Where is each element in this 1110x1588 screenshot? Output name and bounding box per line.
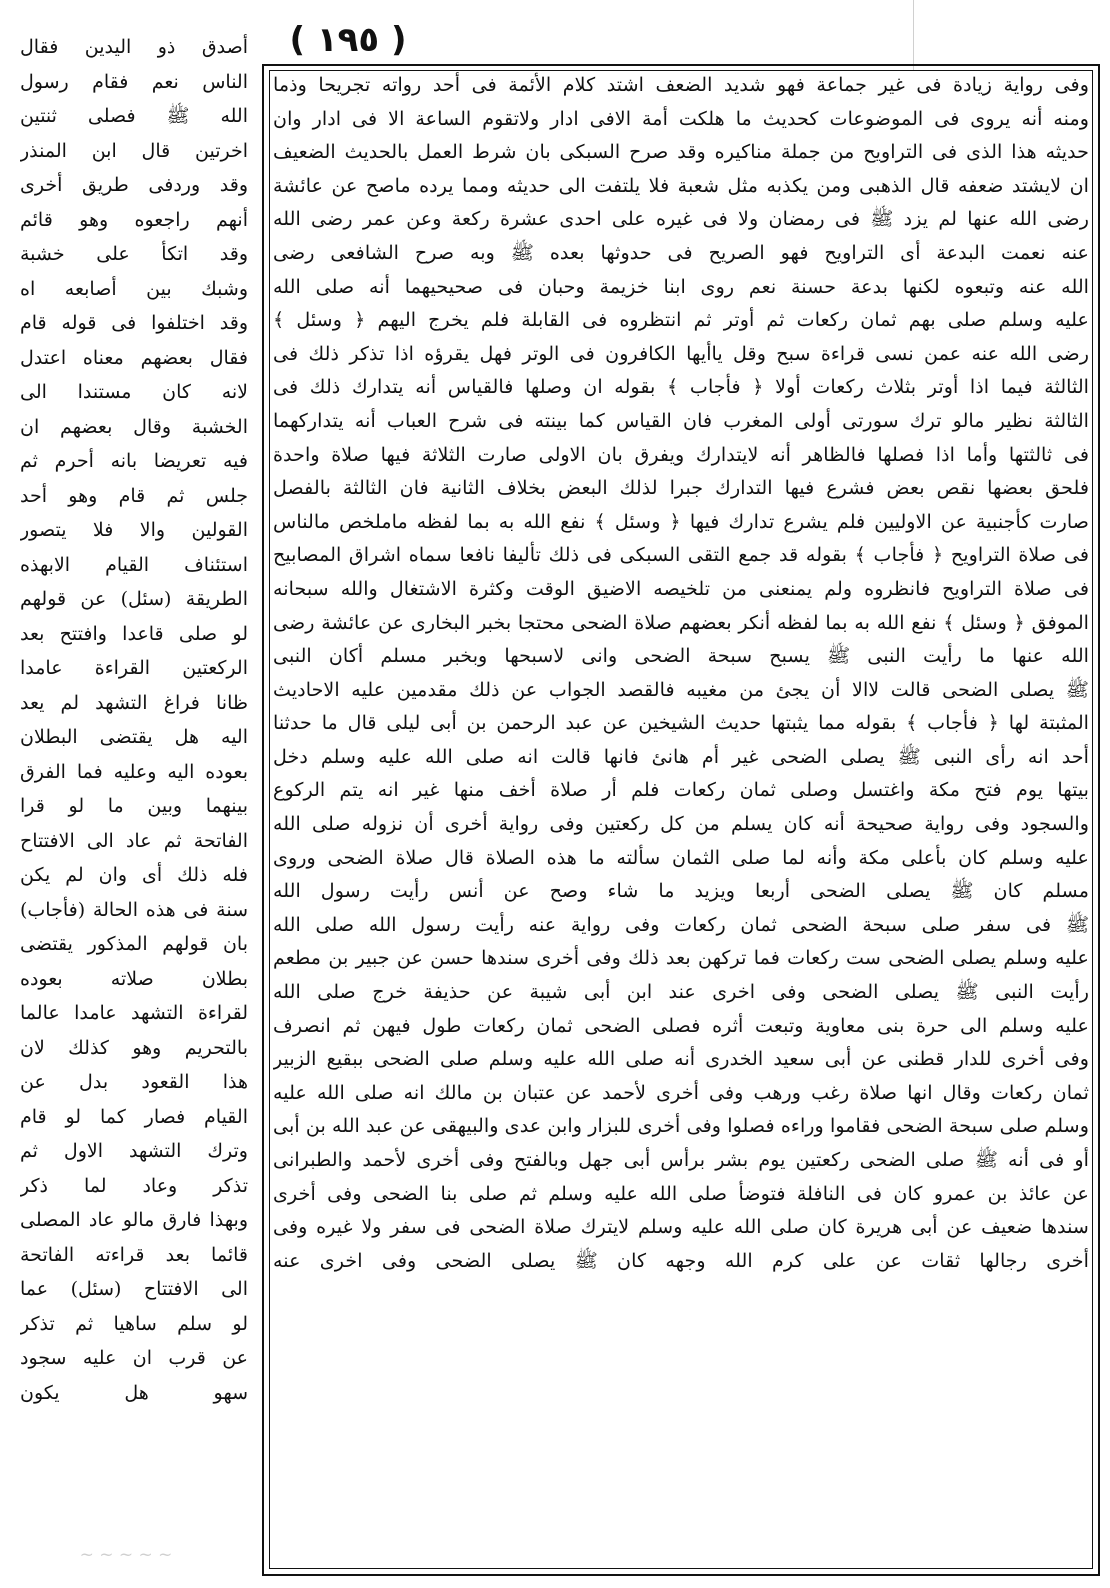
main-text-line: ﷺ يصلى الضحى قالت لاالا أن يجئ من مغيبه فالقصد الجواب عن ذلك مقدمين عليه الاحاديث [273, 677, 1089, 701]
main-text-line: مسلم كان ﷺ يصلى الضحى أربعا ويزيد ما شاء وصح عن أنس رأيت رسول الله [273, 879, 1089, 903]
page-number: ( ١٩٥ ) [289, 20, 407, 60]
main-text-line: رضى الله عنها لم يزد ﷺ فى رمضان ولا فى غيره على احدى عشرة ركعة وعن عمر رضى الله [273, 207, 1089, 231]
main-text-line: والسجود وفى رواية صحيحة أنه كان يسلم من كل ركعتين وفى رواية أخرى أن نزوله صلى الله [273, 812, 1089, 836]
margin-text-line: بينهما وبين ما لو قرا [20, 795, 248, 817]
margin-text-line: اليه هل يقتضى البطلان [20, 726, 248, 748]
margin-text-line: لو صلى قاعدا وافتتح بعد [20, 622, 248, 645]
margin-text-line: القيام فصار كما لو قام [20, 1105, 248, 1128]
margin-text-line: بطلان صلاته بعوده [20, 967, 248, 990]
main-text-line: الموفق ﴿ وسئل ﴾ نفع الله به بما لفظه أنكر بعضهم صلاة الضحى محتجا بخبر البخارى عن عائشة رضى [273, 610, 1089, 634]
margin-text-line: الطريقة (سئل) عن قولهم [20, 588, 248, 610]
margin-text-line: الناس نعم فقام رسول [20, 70, 248, 93]
main-text-line: حديثه هذا الذى فى التراويح من جملة مناكيره وقد صرح السبكى بان شرط العمل بالحديث الضعيف [273, 140, 1089, 164]
margin-commentary-column [20, 30, 248, 1550]
main-text-line: الله عنها ما رأيت النبى ﷺ يسبح سبحة الضحى وانى لاسبحها وبخبر مسلم أكان النبى [273, 644, 1089, 668]
margin-text-line: أنهم راجعوه وهو قائم [20, 208, 248, 231]
margin-text-line: فقال بعضهم معناه اعتدل [20, 346, 248, 369]
margin-text-line: هذا القعود بدل عن [20, 1071, 248, 1093]
margin-text-line: استئناف القيام الابهذه [20, 553, 248, 576]
main-text-line: وفى أخرى للدار قطنى عن أبى سعيد الخدرى أنه صلى الله عليه وسلم صلى الضحى ببقيع الزبير [273, 1047, 1089, 1071]
main-text-line: رأيت النبى ﷺ يصلى الضحى وفى اخرى عند ابن أبى شيبة عن حذيفة خرج صلى الله [273, 980, 1089, 1004]
margin-text-line: لانه كان مستندا الى [20, 381, 248, 403]
margin-text-line: وترك التشهد الاول ثم [20, 1140, 248, 1162]
margin-text-line: وقد وردفى طريق أخرى [20, 174, 248, 196]
main-text-line: أو فى أنه ﷺ صلى الضحى ركعتين يوم بشر برأس أبى جهل وبالفتح وفى أخرى لأحمد والطبرانى [273, 1148, 1089, 1171]
margin-text-line: لو سلم ساهيا ثم تذكر [20, 1312, 248, 1335]
margin-text-line: عن قرب ان عليه سجود [20, 1347, 248, 1369]
main-text-line: ثمان ركعات وقال انها صلاة رغب ورهب وفى أخرى لأحمد عن عتبان بن مالك انه صلى الله عليه [273, 1080, 1089, 1104]
main-text-line: أخرى رجالها ثقات عن على كرم الله وجهه كان ﷺ يصلى الضحى وفى اخرى عنه [273, 1248, 1089, 1272]
margin-text-line: اخرتين قال ابن المنذر [20, 139, 248, 162]
main-text-line: فى صلاة التراويح فانظروه ولم يمنعنى من تلخيصه الاضيق الوقت وكثرة الاشتغال والله سبحانه [273, 576, 1089, 600]
main-text-line: عليه وسلم صلى بهم ثمان ركعات ثم أوتر ثم انتظروه فى القابلة فلم يخرج اليهم ﴿ وسئل ﴾ [273, 308, 1089, 332]
margin-text-line: جلس ثم قام وهو أحد [20, 484, 248, 507]
main-text-line: عنه نعمت البدعة أى التراويح فهو الصريح فى حدوثها بعده ﷺ وبه صرح الشافعى رضى [273, 240, 1089, 264]
main-text-line: وسلم صلى سبحة الضحى فقاموا وراءه فصلوا وفى أخرى للبزار وابن عدى والبيهقى عن عبد الله بن أبى [273, 1114, 1089, 1138]
faded-ink-trace: ~ ~ ~ ~ ~ [79, 1545, 173, 1565]
main-text-line: وفى رواية زيادة فى غير جماعة فهو شديد الضعف اشتد كلام الأئمة فى أحد رواته تجريحا وذما [273, 73, 1089, 96]
margin-text-line: بان قولهم المذكور يقتضى [20, 933, 248, 955]
margin-text-line: فله ذلك أى وان لم يكن [20, 864, 248, 886]
main-text-line: الثالثة نظير مالو ترك سورتى أولى المغرب فان القياس كما بينته فى شرح العباب أنه يتداركهما [273, 408, 1089, 432]
margin-text-line: القولين والا فلا يتصور [20, 519, 248, 541]
main-text-line: عليه وسلم الى حرة بنى معاوية وتبعت أثره فصلى الضحى ثمان ركعات طول فيهن ثم انصرف [273, 1013, 1089, 1037]
main-text-line: عليه وسلم كان بأعلى مكة وأنه لما صلى الثمان سألته ما هذه الصلاة قال صلاة الضحى وروى [273, 845, 1089, 869]
margin-text-line: وقد اتكأ على خشبة [20, 243, 248, 265]
main-text-line: أحد انه رأى النبى ﷺ يصلى الضحى غير أم هانئ فانها قالت انه صلى الله عليه وسلم دخل [273, 744, 1089, 768]
margin-text-line: قائما بعد قراءته الفاتحة [20, 1243, 248, 1266]
margin-text-line: فيه تعريضا بانه أحرم ثم [20, 450, 248, 472]
main-text-line: عليه وسلم يصلى الضحى ست ركعات فما تركهن بعد ذلك وفى أخرى سندها حسن عن جبير بن مطعم [273, 946, 1089, 970]
main-text-line: عن عائذ بن عمرو كان فى النافلة فتوضأ صلى الله عليه وسلم ثم صلى بنا الضحى وفى أخرى [273, 1181, 1089, 1205]
main-text-line: ان لايشتد ضعفه قال الذهبى ومن يكذبه مثل شعبة فلا يلتفت الى حديثه ومما يرده ماصح عن عائشة [273, 173, 1089, 197]
margin-text-line: أصدق ذو اليدين فقال [20, 36, 248, 58]
main-text-line: سندها ضعيف عن أبى هريرة كان صلى الله عليه وسلم لايترك صلاة الضحى فى سفر ولا غيره وفى [273, 1215, 1089, 1239]
main-text-line: المثبتة لها ﴿ فأجاب ﴾ بقوله مما يثبتها حديث الشيخين عن عبد الرحمن بن أبى ليلى قال ما حدثنا [273, 711, 1089, 735]
main-text-line: فلحق بعضها نقص بعض فشرع فيها التدارك جبرا لذلك البعض بخلاف الثانية فان الثالثة بالفصل [273, 476, 1089, 500]
margin-text-line: تذكر وعاد لما ذكر [20, 1174, 248, 1197]
main-text-column [273, 68, 1089, 1568]
margin-text-line: بعوده اليه وعليه فما الفرق [20, 760, 248, 783]
main-text-line: الله عنه وتبعوه لكنها بدعة حسنة نعم روى ابنا خزيمة وحبان فى صحيحيهما أنه صلى الله [273, 274, 1089, 298]
main-text-line: الثالثة فيما اذا أوتر بثلاث ركعات أولا ﴿ فأجاب ﴾ بقوله ان وصلها فالقياس أنه يتدارك ذلك فى [273, 375, 1089, 399]
main-text-line: صارت كأجنبية عن الاوليين فلم يشرع تدارك فيها ﴿ وسئل ﴾ نفع الله به بما لفظه ماملخص مالناس [273, 509, 1089, 533]
margin-text-line: وشبك بين أصابعه اه [20, 277, 248, 300]
main-text-line: ومنه أنه يروى فى الموضوعات كحديث ما هلكت أمة الافى ادار ولاتقوم الساعة الا فى ادار وان [273, 106, 1089, 130]
margin-text-line: ظانا فراغ التشهد لم يعد [20, 691, 248, 714]
main-text-line: رضى الله عنه عمن نسى قراءة سبح وقل ياأيها الكافرون فى الوتر فهل يقرؤه اذا تذكر ذلك فى [273, 341, 1089, 365]
margin-text-line: الخشبة وقال بعضهم ان [20, 415, 248, 438]
margin-text-line: الى الافتتاح (سئل) عما [20, 1278, 248, 1300]
margin-text-line: بالتحريم وهو كذلك لان [20, 1036, 248, 1059]
main-text-line: فى ثالثتها وأما اذا فصلها فالظاهر أنه لايتدارك ويفرق بان الاولى صارت الثلاثة فيها صلاة واحدة [273, 442, 1089, 466]
margin-text-line: وبهذا فارق مالو عاد المصلى [20, 1209, 248, 1231]
margin-text-line: الركعتين القراءة عامدا [20, 657, 248, 679]
margin-text-line: لقراءة التشهد عامدا عالما [20, 1002, 248, 1024]
main-text-line: ﷺ فى سفر صلى سبحة الضحى ثمان ركعات وفى رواية عنه رأيت رسول الله صلى الله [273, 912, 1089, 936]
margin-text-line: الفاتحة ثم عاد الى الافتتاح [20, 829, 248, 852]
page-fold-line [913, 0, 914, 70]
main-text-line: فى صلاة التراويح ﴿ فأجاب ﴾ بقوله قد جمع التقى السبكى فى ذلك تأليفا نافعا سماه اشراق المصابيح [273, 543, 1089, 567]
margin-text-line: الله ﷺ فصلى ثنتين [20, 105, 248, 127]
margin-text-line: سنة فى هذه الحالة (فأجاب) [20, 898, 248, 921]
margin-text-line: سهو هل يكون [20, 1381, 248, 1404]
margin-text-line: وقد اختلفوا فى قوله قام [20, 312, 248, 334]
main-text-line: بيتها يوم فتح مكة واغتسل وصلى ثمان ركعات فلم أر صلاة أخف منها غير انه يتم الركوع [273, 778, 1089, 802]
